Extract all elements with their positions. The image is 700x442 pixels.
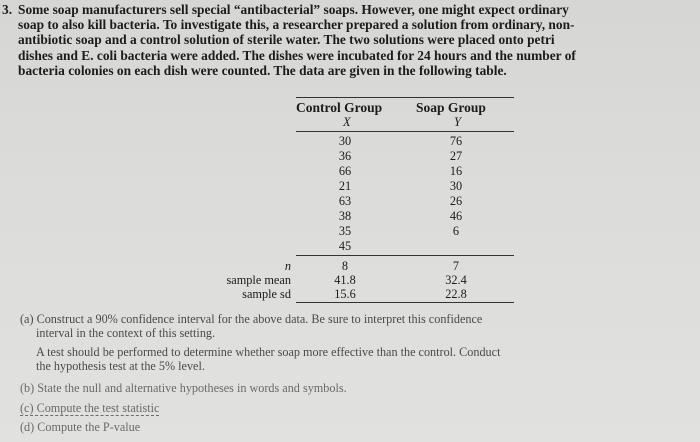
data-table bbox=[186, 97, 516, 309]
problem-line: dishes and E. coli bacteria were added. The dishes were incubated for 24 hours and the number of bbox=[18, 47, 576, 63]
control-value: 36 bbox=[338, 149, 352, 163]
stat-soap-value: 22.8 bbox=[445, 287, 467, 301]
stat-label: sample sd bbox=[242, 287, 291, 301]
soap-value: 27 bbox=[449, 149, 463, 163]
soap-value: 16 bbox=[449, 164, 463, 178]
control-value: 21 bbox=[338, 179, 352, 193]
stat-soap-value: 32.4 bbox=[445, 273, 467, 287]
control-value: 66 bbox=[338, 164, 352, 178]
table-stats-rule bbox=[296, 255, 514, 256]
control-group-header: Control Group bbox=[296, 100, 383, 115]
control-value: 38 bbox=[338, 209, 352, 223]
part-d: (d) Compute the P-value bbox=[20, 420, 141, 434]
problem-statement bbox=[2, 2, 688, 78]
part-c bbox=[20, 401, 159, 415]
soap-variable-label: Y bbox=[454, 115, 461, 129]
soap-value: 30 bbox=[449, 179, 463, 193]
soap-group-header: Soap Group bbox=[416, 100, 486, 115]
table-header-rule bbox=[296, 131, 514, 132]
part-a-continued: interval in the context of this setting. bbox=[36, 326, 216, 340]
part-c-text: (c) Compute the test statistic bbox=[20, 401, 160, 415]
table-top-rule bbox=[296, 97, 514, 98]
stat-control-value: 15.6 bbox=[334, 287, 356, 301]
problem-line: Some soap manufacturers sell special “antibacterial” soaps. However, one might expect ordinary bbox=[18, 2, 569, 17]
control-value: 30 bbox=[338, 134, 352, 148]
test-instructions-continued: the hypothesis test at the 5% level. bbox=[36, 359, 205, 373]
table-bottom-rule bbox=[296, 302, 514, 303]
stat-label: n bbox=[284, 259, 291, 273]
problem-line: soap to also kill bacteria. To investigate this, a researcher prepared a solution from ordinary, non- bbox=[18, 17, 575, 33]
control-value: 35 bbox=[338, 224, 352, 238]
part-b: (b) State the null and alternative hypotheses in words and symbols. bbox=[20, 381, 347, 395]
soap-value: 6 bbox=[452, 224, 460, 238]
problem-line: antibiotic soap and a control solution of sterile water. The two solutions were placed onto petri bbox=[18, 32, 555, 48]
stat-soap-value: 7 bbox=[452, 259, 460, 273]
stat-label: sample mean bbox=[226, 273, 291, 287]
soap-value: 76 bbox=[449, 134, 463, 148]
problem-number: 3. bbox=[2, 2, 13, 17]
soap-value: 46 bbox=[449, 209, 463, 223]
control-value: 63 bbox=[338, 194, 352, 208]
control-variable-label: X bbox=[343, 115, 351, 129]
problem-line: bacteria colonies on each dish were counted. The data are given in the following table. bbox=[18, 62, 507, 78]
control-value: 45 bbox=[338, 239, 352, 253]
stat-control-value: 8 bbox=[341, 259, 349, 273]
stat-control-value: 41.8 bbox=[334, 273, 356, 287]
part-a: (a) Construct a 90% confidence interval for the above data. Be sure to interpret this confidence bbox=[20, 312, 483, 326]
soap-value: 26 bbox=[449, 194, 463, 208]
test-instructions: A test should be performed to determine whether soap more effective than the control. Conduct bbox=[36, 345, 501, 359]
